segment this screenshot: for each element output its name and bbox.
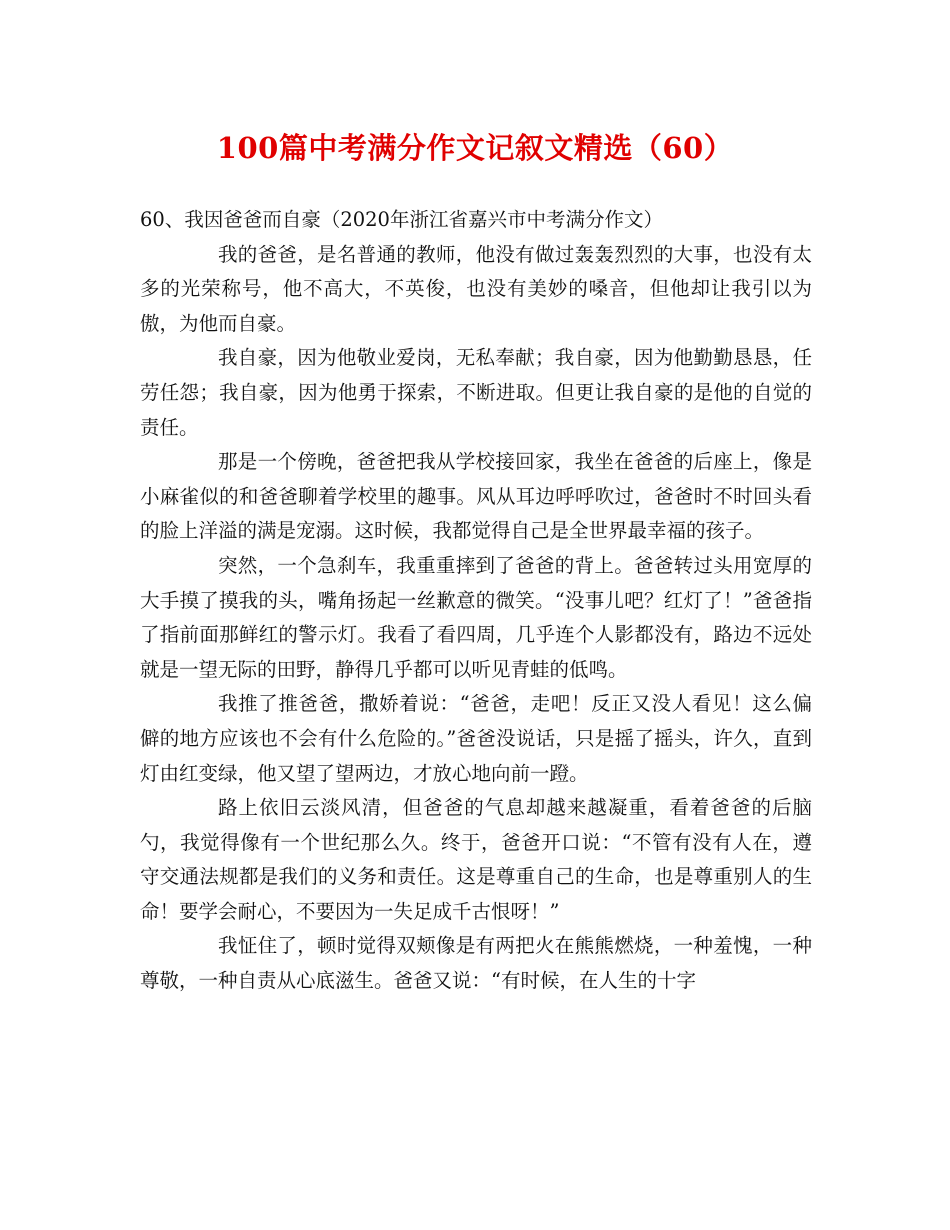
paragraph-4: 突然，一个急刹车，我重重摔到了爸爸的背上。爸爸转过头用宽厚的大手摸了摸我的头，嘴角扬起一丝歉意的微笑。“没事儿吧？红灯了！”爸爸指了指前面那鲜红的警示灯。我看了看四周，几乎连个人影都没有，路边不远处就是一望无际的田野，静得几乎都可以听见青蛙的低鸣。 xyxy=(140,553,812,681)
paragraph-1: 我的爸爸，是名普通的教师，他没有做过轰轰烈烈的大事，也没有太多的光荣称号，他不高大，不英俊，也没有美妙的嗓音，但他却让我引以为傲，为他而自豪。 xyxy=(140,242,812,335)
document-title: 100篇中考满分作文记叙文精选（60） xyxy=(216,131,734,165)
document-body xyxy=(140,203,812,999)
paragraph-7: 我怔住了，顿时觉得双颊像是有两把火在熊熊燃烧，一种羞愧，一种尊敬，一种自责从心底滋生。爸爸又说：“有时候，在人生的十字 xyxy=(140,934,812,993)
paragraph-2: 我自豪，因为他敬业爱岗，无私奉献；我自豪，因为他勤勤恳恳，任劳任怨；我自豪，因为他勇于探索，不断进取。但更让我自豪的是他的自觉的责任。 xyxy=(140,346,812,439)
paragraph-6: 路上依旧云淡风清，但爸爸的气息却越来越凝重，看着爸爸的后脑勺，我觉得像有一个世纪那么久。终于，爸爸开口说：“不管有没有人在，遵守交通法规都是我们的义务和责任。这是尊重自己的生命，也是尊重别人的生命！要学会耐心，不要因为一失足成千古恨呀！” xyxy=(140,796,812,923)
paragraph-5: 我推了推爸爸，撒娇着说：“爸爸，走吧！反正又没人看见！这么偏僻的地方应该也不会有什么危险的。”爸爸没说话，只是摇了摇头，许久，直到灯由红变绿，他又望了望两边，才放心地向前一蹬。 xyxy=(140,692,812,785)
paragraph-3: 那是一个傍晚，爸爸把我从学校接回家，我坐在爸爸的后座上，像是小麻雀似的和爸爸聊着学校里的趣事。风从耳边呼呼吹过，爸爸时不时回头看的脸上洋溢的满是宠溺。这时候，我都觉得自己是全世界最幸福的孩子。 xyxy=(140,450,812,543)
essay-heading: 60、我因爸爸而自豪（2020年浙江省嘉兴市中考满分作文） xyxy=(140,208,663,231)
